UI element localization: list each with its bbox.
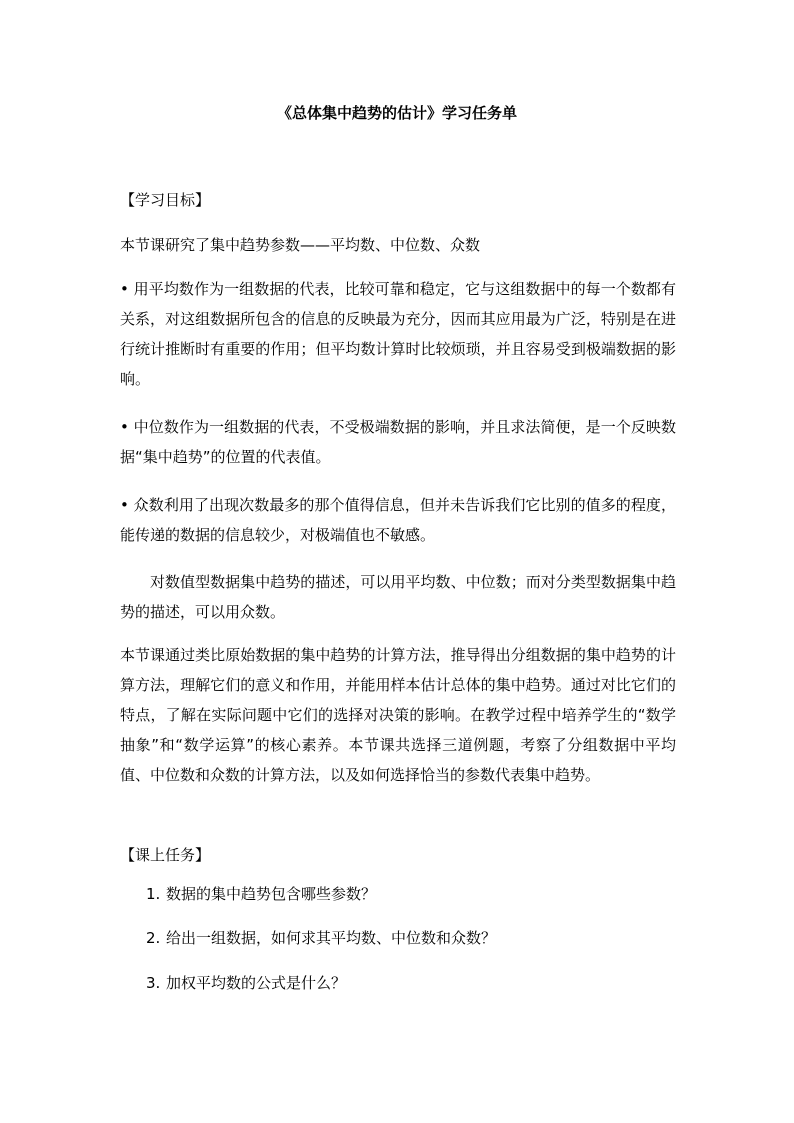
summary-paragraph: 本节课通过类比原始数据的集中趋势的计算方法，推导得出分组数据的集中趋势的计算方法，理解它们的意义和作用，并能用样本估计总体的集中趋势。通过对比它们的特点，了解在实际问题中它们的选择对决策的影响。在教学过程中培养学生的“数学抽象”和“数学运算”的核心素养。本节课共选择三道例题，考察了分组数据中平均值、中位数和众数的计算方法，以及如何选择恰当的参数代表集中趋势。: [120, 646, 676, 784]
document-title: 《总体集中趋势的估计》学习任务单: [276, 104, 517, 122]
task-item: [146, 884, 376, 904]
task-text: 给出一组数据，如何求其平均数、中位数和众数？: [166, 929, 497, 947]
indented-paragraph: 对数值型数据集中趋势的描述，可以用平均数、中位数；而对分类型数据集中趋势的描述，可以用众数。: [120, 573, 676, 621]
task-number: 3.: [146, 974, 161, 992]
task-number: 2.: [146, 929, 161, 947]
bullet-median: • 中位数作为一组数据的代表，不受极端数据的影响，并且求法简便，是一个反映数据“集中趋势”的位置的代表值。: [120, 418, 676, 466]
task-number: 1.: [146, 885, 161, 903]
bullet-mean: • 用平均数作为一组数据的代表，比较可靠和稳定，它与这组数据中的每一个数都有关系，对这组数据所包含的信息的反映最为充分，因而其应用最为广泛，特别是在进行统计推断时有重要的作用；但平均数计算时比较烦琐，并且容易受到极端数据的影响。: [120, 280, 676, 388]
learning-goals-heading: 【学习目标】: [120, 191, 211, 209]
class-tasks-heading: 【课上任务】: [120, 846, 211, 864]
task-text: 数据的集中趋势包含哪些参数？: [166, 885, 377, 903]
task-item: [146, 973, 346, 993]
bullet-mode: • 众数利用了出现次数最多的那个值得信息，但并未告诉我们它比别的值多的程度，能传递的数据的信息较少，对极端值也不敏感。: [120, 496, 676, 544]
task-item: [146, 928, 496, 948]
task-text: 加权平均数的公式是什么？: [166, 974, 347, 992]
intro-paragraph: 本节课研究了集中趋势参数——平均数、中位数、众数: [120, 236, 481, 254]
